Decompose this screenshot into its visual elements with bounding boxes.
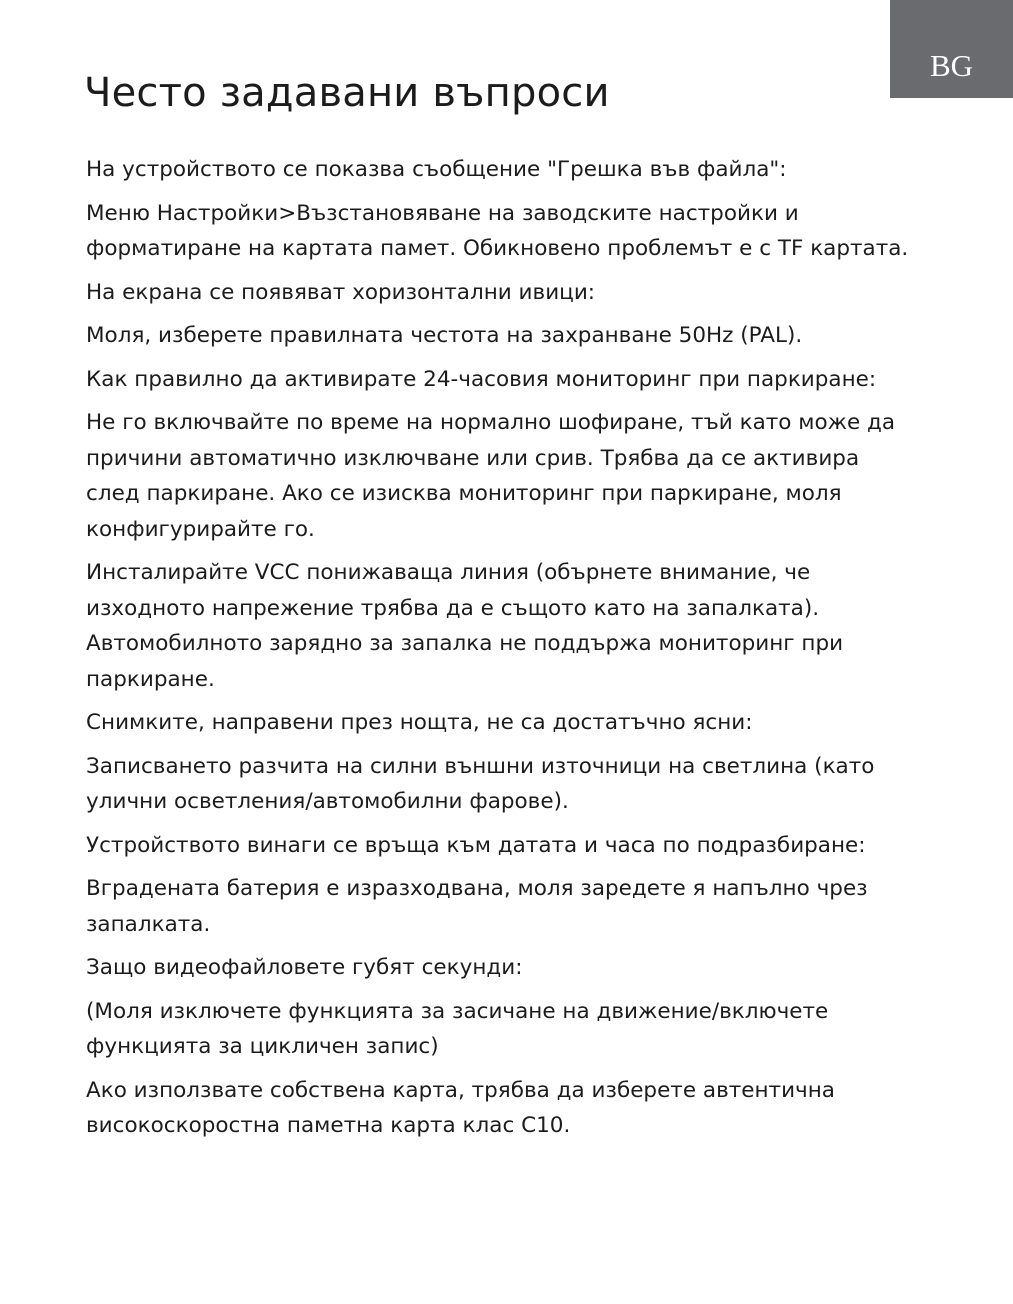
faq-answer: Инсталирайте VCC понижаваща линия (обърнете внимание, че изходното напрежение трябва да е същото като на запалката). Автомобилното зарядно за запалка не поддържа мониторинг при паркиране. bbox=[86, 560, 844, 692]
page-title: Често задавани въпроси bbox=[84, 70, 610, 116]
faq-content bbox=[86, 152, 916, 1152]
faq-answer: Не го включвайте по време на нормално шофиране, тъй като може да причини автоматично изключване или срив. Трябва да се активира след паркиране. Ако се изисква мониторинг при паркиране, моля конфигурирайте го. bbox=[86, 410, 896, 542]
faq-answer: Ако използвате собствена карта, трябва да изберете автентична високоскоростна паметна карта клас C10. bbox=[86, 1077, 835, 1138]
faq-answer: Записването разчита на силни външни източници на светлина (като улични осветления/автомобилни фарове). bbox=[86, 753, 875, 814]
faq-question: На екрана се появяват хоризонтални ивици: bbox=[86, 279, 596, 305]
faq-question: Устройството винаги се връща към датата и часа по подразбиране: bbox=[86, 832, 866, 858]
faq-answer: Моля, изберете правилната честота на захранване 50Hz (PAL). bbox=[86, 323, 803, 348]
faq-answer: Меню Настройки>Възстановяване на заводските настройки и форматиране на картата памет. Обикновено проблемът е с TF картата. bbox=[86, 200, 909, 261]
faq-question: На устройството се показва съобщение "Грешка във файла": bbox=[86, 157, 787, 182]
faq-answer: Вградената батерия е изразходвана, моля заредете я напълно чрез запалката. bbox=[86, 876, 868, 937]
faq-question: Как правилно да активирате 24-часовия мониторинг при паркиране: bbox=[86, 366, 877, 392]
language-code: BG bbox=[929, 48, 974, 83]
language-tab bbox=[890, 0, 1013, 98]
faq-question: Защо видеофайловете губят секунди: bbox=[86, 955, 523, 980]
faq-question: Снимките, направени през нощта, не са достатъчно ясни: bbox=[86, 710, 753, 735]
faq-answer: (Моля изключете функцията за засичане на движение/включете функцията за цикличен запис) bbox=[86, 998, 829, 1059]
